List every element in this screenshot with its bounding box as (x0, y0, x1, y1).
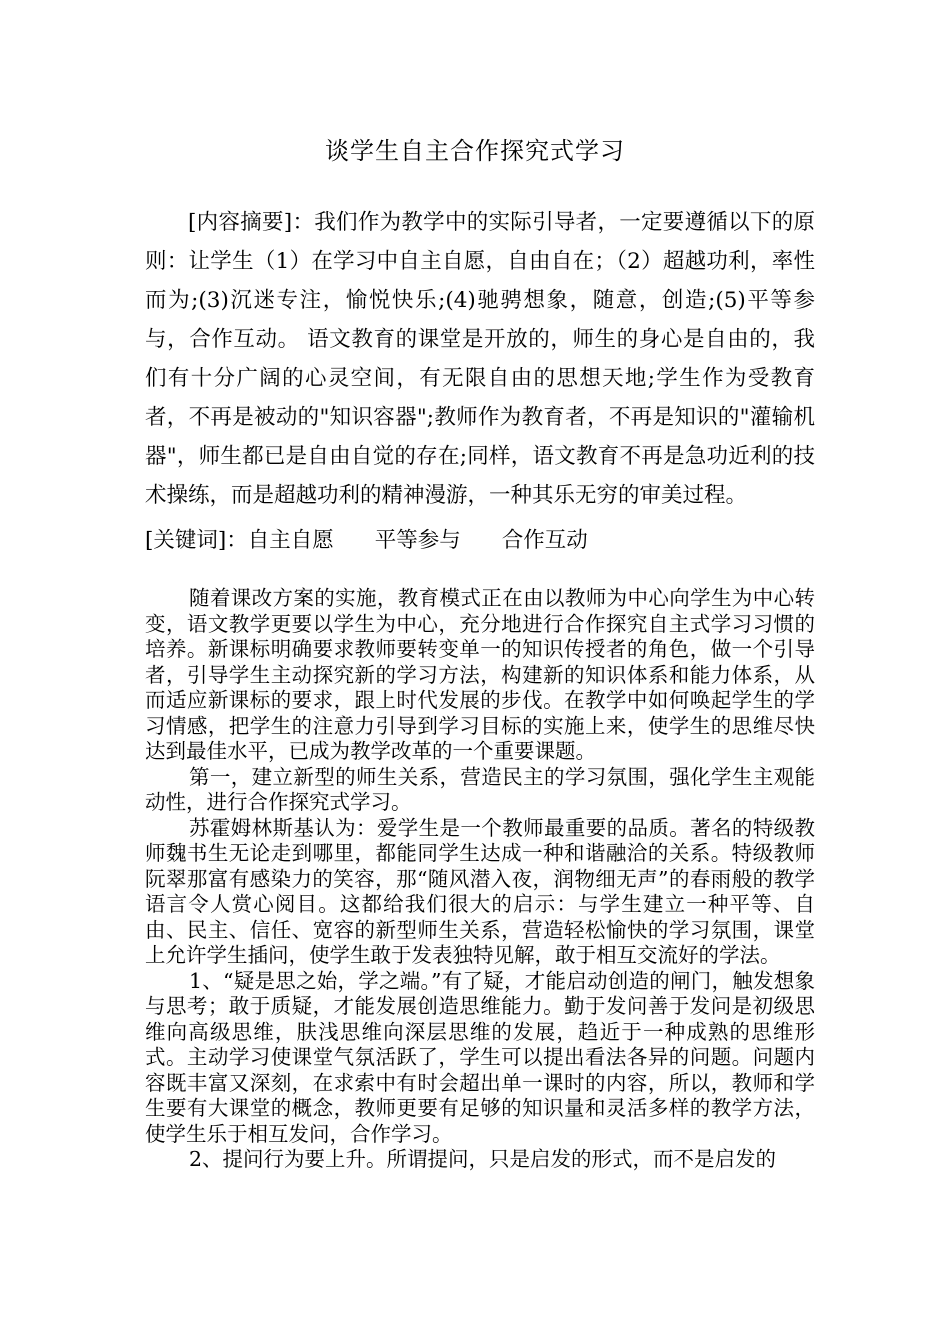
keywords-line: [关键词]：自主自愿 平等参与 合作互动 (145, 528, 588, 553)
body-paragraph: 第一，建立新型的师生关系，营造民主的学习氛围，强化学生主观能动性，进行合作探究式学习。 (145, 764, 815, 814)
abstract-paragraph: [内容摘要]：我们作为教学中的实际引导者，一定要遵循以下的原则：让学生（1）在学习中自主自愿，自由自在；（2）超越功利，率性而为;(3)沉迷专注，愉悦快乐;(4)驰骋想象，随意，创造;(5)平等参与，合作互动。 语文教育的课堂是开放的，师生的身心是自由的，我们有十分广阔的心灵空间，有无限自由的思想天地;学生作为受教育者，不再是被动的"知识容器";教师作为教育者，不再是知识的"灌输机器"，师生都已是自由自觉的存在;同样，语文教育不再是急功近利的技术操练，而是超越功利的精神漫游，一种其乐无穷的审美过程。 (145, 210, 815, 508)
body-paragraph: 2、提问行为要上升。所谓提问，只是启发的形式，而不是启发的 (189, 1147, 777, 1171)
body-paragraph: 随着课改方案的实施，教育模式正在由以教师为中心向学生为中心转变，语文教学更要以学生为中心，充分地进行合作探究自主式学习习惯的培养。新课标明确要求教师要转变单一的知识传授者的角色，做一个引导者，引导学生主动探究新的学习方法，构建新的知识体系和能力体系，从而适应新课标的要求，跟上时代发展的步伐。在教学中如何唤起学生的学习情感，把学生的注意力引导到学习目标的实施上来，使学生的思维尽快达到最佳水平，已成为教学改革的一个重要课题。 (145, 586, 815, 763)
document-title: 谈学生自主合作探究式学习 (325, 137, 625, 165)
body-paragraph: 苏霍姆林斯基认为：爱学生是一个教师最重要的品质。著名的特级教师魏书生无论走到哪里，都能同学生达成一种和谐融洽的关系。特级教师阮翠那富有感染力的笑容，那“随风潜入夜，润物细无声”的春雨般的教学语言令人赏心阅目。这都给我们很大的启示：与学生建立一种平等、自由、民主、信任、宽容的新型师生关系，营造轻松愉快的学习氛围，课堂上允许学生插问，使学生敢于发表独特见解，敢于相互交流好的学法。 (145, 815, 815, 967)
body-text (145, 586, 815, 1173)
body-paragraph: 1、“疑是思之始，学之端。”有了疑，才能启动创造的闸门，触发想象与思考；敢于质疑，才能发展创造思维能力。勤于发问善于发问是初级思维向高级思维，肤浅思维向深层思维的发展，趋近于一种成熟的思维形式。主动学习使课堂气氛活跃了，学生可以提出看法各异的问题。问题内容既丰富又深刻，在求索中有时会超出单一课时的内容，所以，教师和学生要有大课堂的概念，教师更要有足够的知识量和灵活多样的教学方法，使学生乐于相互发问，合作学习。 (145, 968, 815, 1146)
